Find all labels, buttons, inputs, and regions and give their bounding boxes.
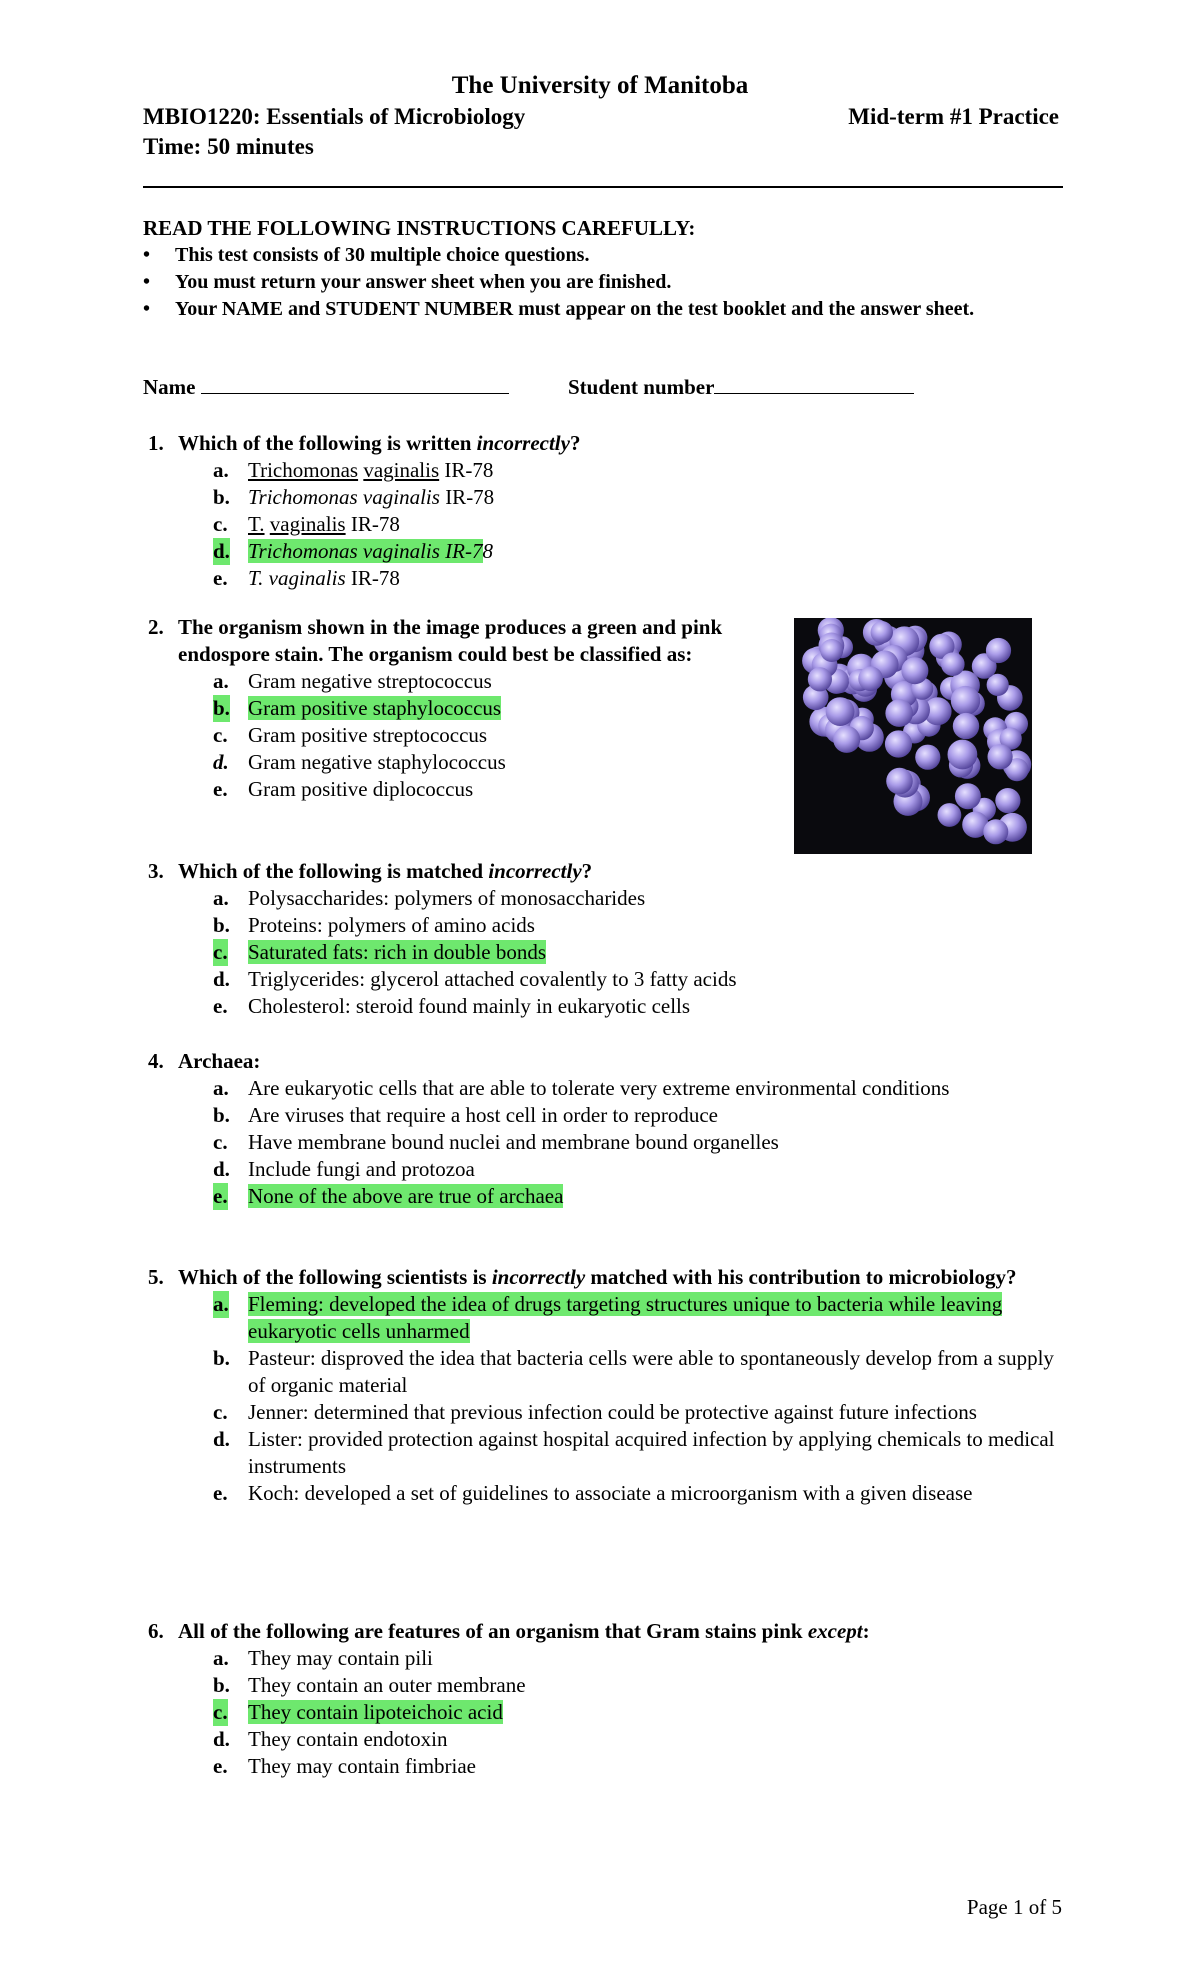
- bullet: •: [143, 244, 151, 266]
- coccus-cell: [951, 686, 980, 715]
- options-list: [213, 1291, 1058, 1507]
- coccus-cell: [983, 819, 1008, 844]
- name-label: Name: [143, 375, 196, 399]
- student-number-field: [568, 375, 914, 400]
- header-divider: [143, 186, 1063, 188]
- option-d[interactable]: d. Gram negative staphylococcus: [213, 750, 506, 774]
- course-title: MBIO1220: Essentials of Microbiology: [143, 104, 526, 129]
- option-c[interactable]: c. They contain lipoteichoic acid: [213, 1700, 503, 1724]
- option-b[interactable]: b. Gram positive staphylococcus: [213, 696, 502, 720]
- page-number: Page 1 of 5: [966, 1895, 1062, 1919]
- coccus-cell: [941, 652, 965, 676]
- coccus-cell: [901, 657, 928, 684]
- option-a[interactable]: a. Are eukaryotic cells that are able to tolerate very extreme environmental conditions: [213, 1076, 950, 1100]
- instructions-list: [143, 242, 1068, 323]
- coccus-cell: [885, 730, 912, 757]
- option-c[interactable]: c. Have membrane bound nuclei and membrane bound organelles: [213, 1130, 779, 1154]
- coccus-cell: [995, 788, 1020, 813]
- question-6: 6. All of the following are features of an organism that Gram stains pink except: a. They may contain pili b. They contain an outer membrane c. They contain lipoteichoic acid d. They contain endotoxin e. They may contain fimbriae: [178, 1618, 1058, 1780]
- option-a[interactable]: a. Trichomonas vaginalis IR-78: [213, 458, 494, 482]
- coccus-cell: [885, 699, 913, 727]
- instruction-item: • Your NAME and STUDENT NUMBER must appear on the test booklet and the answer sheet.: [143, 296, 1068, 323]
- option-d[interactable]: d. Trichomonas vaginalis IR-78: [213, 539, 493, 563]
- option-d[interactable]: d. Lister: provided protection against hospital acquired infection by applying chemicals to medical instruments: [213, 1427, 1055, 1478]
- coccus-cell: [826, 697, 855, 726]
- question-4: 4. Archaea: a. Are eukaryotic cells that are able to tolerate very extreme environmental conditions b. Are viruses that require a host cell in order to reproduce c. Have membrane bound nuclei and membrane bound organelles d. Include fungi and protozoa e. None of the above are true of archaea: [178, 1048, 1058, 1210]
- option-b[interactable]: b. Pasteur: disproved the idea that bacteria cells were able to spontaneously develop from a supply of organic material: [213, 1346, 1054, 1397]
- question-text: All of the following are features of an organism that Gram stains pink except:: [178, 1619, 870, 1643]
- option-a[interactable]: a. They may contain pili: [213, 1646, 433, 1670]
- option-a[interactable]: a. Polysaccharides: polymers of monosaccharides: [213, 886, 646, 910]
- option-e[interactable]: e. None of the above are true of archaea: [213, 1184, 564, 1208]
- coccus-cell: [915, 745, 940, 770]
- question-3: 3. Which of the following is matched incorrectly? a. Polysaccharides: polymers of monosaccharides b. Proteins: polymers of amino acids c. Saturated fats: rich in double bonds d. Triglycerides: glycerol attached covalently to 3 fatty acids e. Cholesterol: steroid found mainly in eukaryotic cells: [178, 858, 1058, 1020]
- option-c[interactable]: c. T. vaginalis IR-78: [213, 512, 400, 536]
- option-a[interactable]: a. Gram negative streptococcus: [213, 669, 492, 693]
- option-b[interactable]: b. Proteins: polymers of amino acids: [213, 913, 535, 937]
- coccus-cell: [858, 666, 883, 691]
- question-text: Which of the following is matched incorrectly?: [178, 859, 593, 883]
- question-text: Which of the following scientists is incorrectly matched with his contribution to microbiology?: [178, 1265, 1017, 1289]
- options-list: [213, 1645, 1058, 1780]
- coccus-cell: [988, 744, 1013, 769]
- coccus-cell: [948, 740, 978, 770]
- coccus-cell: [871, 621, 893, 643]
- coccus-cell: [955, 783, 981, 809]
- bullet: •: [143, 298, 151, 320]
- coccus-cell: [820, 639, 843, 662]
- instruction-item: • You must return your answer sheet when you are finished.: [143, 269, 1068, 296]
- coccus-cell: [886, 768, 913, 795]
- instruction-item: • This test consists of 30 multiple choice questions.: [143, 242, 1068, 269]
- option-c[interactable]: c. Saturated fats: rich in double bonds: [213, 940, 547, 964]
- option-d[interactable]: d. Triglycerides: glycerol attached covalently to 3 fatty acids: [213, 967, 737, 991]
- options-list: [213, 885, 1058, 1020]
- option-c[interactable]: c. Gram positive streptococcus: [213, 723, 488, 747]
- option-b[interactable]: b. Trichomonas vaginalis IR-78: [213, 485, 495, 509]
- question-5: 5. Which of the following scientists is incorrectly matched with his contribution to microbiology? a. Fleming: developed the idea of drugs targeting structures unique to bacteria while leaving eukaryotic cells unharmed b. Pasteur: disproved the idea that bacteria cells were able to spontaneously develop from a supply of organic material c. Jenner: determined that previous infection could be protective against future infections d. Lister: provided protection against hospital acquired infection by applying chemicals to medical instruments e. Koch: developed a set of guidelines to associate a microorganism with a given disease: [178, 1264, 1058, 1507]
- options-list: [213, 457, 1058, 592]
- coccus-cell: [808, 667, 832, 691]
- time-limit: Time: 50 minutes: [143, 134, 314, 159]
- options-list: [213, 668, 778, 803]
- student-number-blank[interactable]: [714, 375, 914, 394]
- option-e[interactable]: e. T. vaginalis IR-78: [213, 566, 400, 590]
- university-title: The University of Manitoba: [451, 72, 749, 99]
- instructions-heading: READ THE FOLLOWING INSTRUCTIONS CAREFULLY:: [143, 216, 696, 240]
- option-a[interactable]: a. Fleming: developed the idea of drugs targeting structures unique to bacteria while leaving eukaryotic cells unharmed: [213, 1292, 1003, 1343]
- exam-title: Mid-term #1 Practice: [848, 104, 1059, 129]
- option-e[interactable]: e. They may contain fimbriae: [213, 1754, 476, 1778]
- name-blank[interactable]: [201, 375, 509, 394]
- name-field: [143, 375, 509, 400]
- option-c[interactable]: c. Jenner: determined that previous infection could be protective against future infections: [213, 1400, 977, 1424]
- option-d[interactable]: d. Include fungi and protozoa: [213, 1157, 475, 1181]
- question-text: The organism shown in the image produces a green and pink endospore stain. The organism could best be classified as:: [178, 615, 723, 666]
- option-b[interactable]: b. They contain an outer membrane: [213, 1673, 526, 1697]
- student-number-label: Student number: [568, 375, 715, 399]
- question-text: Archaea:: [178, 1049, 261, 1073]
- option-d[interactable]: d. They contain endotoxin: [213, 1727, 448, 1751]
- option-e[interactable]: e. Cholesterol: steroid found mainly in eukaryotic cells: [213, 994, 691, 1018]
- coccus-cell: [953, 713, 979, 739]
- option-e[interactable]: e. Koch: developed a set of guidelines to associate a microorganism with a given disease: [213, 1481, 973, 1505]
- coccus-cell: [986, 638, 1011, 663]
- option-e[interactable]: e. Gram positive diplococcus: [213, 777, 474, 801]
- option-b[interactable]: b. Are viruses that require a host cell in order to reproduce: [213, 1103, 718, 1127]
- cocci-micrograph-image: [794, 618, 1032, 854]
- bullet: •: [143, 271, 151, 293]
- coccus-cell: [938, 803, 962, 827]
- options-list: [213, 1075, 1058, 1210]
- question-text: Which of the following is written incorrectly?: [178, 431, 581, 455]
- question-1: 1. Which of the following is written incorrectly? a. Trichomonas vaginalis IR-78 b. Trichomonas vaginalis IR-78 c. T. vaginalis IR-78 d. Trichomonas vaginalis IR-78 e. T. vaginalis IR-78: [178, 430, 1058, 592]
- coccus-cell: [833, 726, 860, 753]
- question-2: 2. The organism shown in the image produces a green and pink endospore stain. The organism could best be classified as: a. Gram negative streptococcus b. Gram positive staphylococcus c. Gram positive streptococcus d. Gram negative staphylococcus e. Gram positive diplococcus: [178, 614, 778, 803]
